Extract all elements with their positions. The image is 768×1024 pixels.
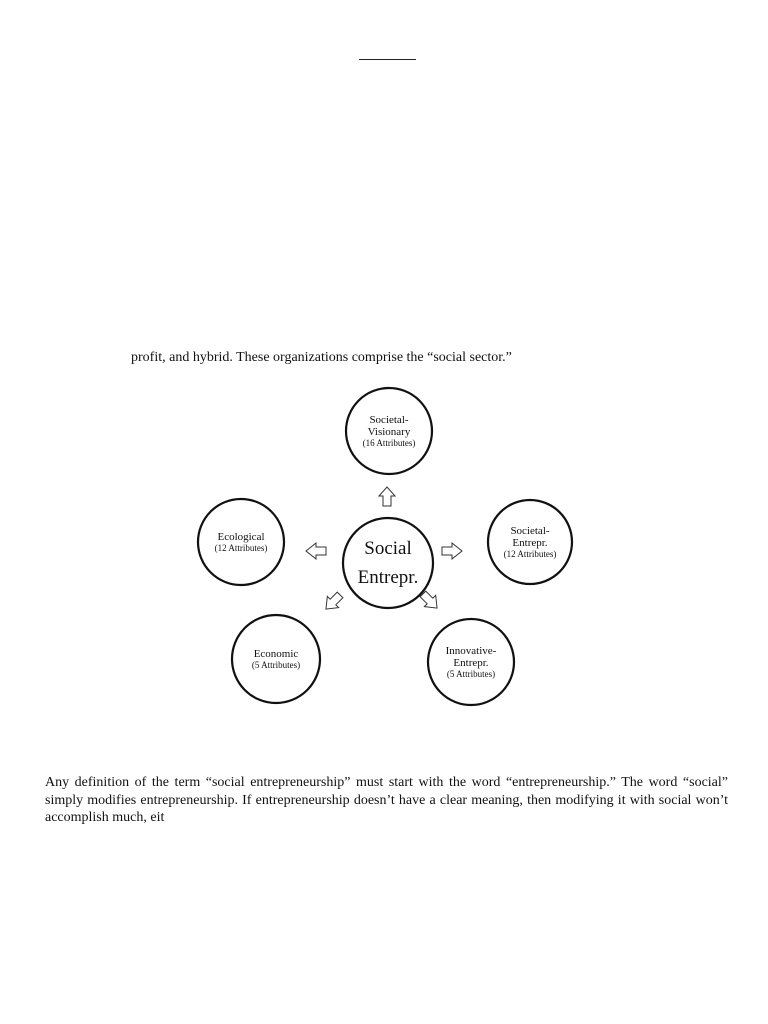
node-societal-entrepr xyxy=(488,500,572,584)
node-name-line: Visionary xyxy=(367,425,411,438)
node-attributes: (5 Attributes) xyxy=(446,668,496,679)
node-name-line: Societal- xyxy=(510,524,550,537)
arrow-up-icon xyxy=(379,487,395,506)
body-paragraph: Any definition of the term “social entrepreneurship” must start with the word “entrepreneurship.” The word “social” simply modifies entrepreneurship. If entrepreneurship doesn’t have a clear meaning, then modifying it with social won’t accomplish much, eit xyxy=(45,775,728,825)
node-name-line: Ecological xyxy=(217,530,265,543)
intro-text: profit, and hybrid. These organizations comprise the “social sector.” xyxy=(131,350,512,365)
social-entrepreneurship-diagram xyxy=(190,380,590,715)
node-name-line: Societal- xyxy=(369,413,409,426)
node-name-line: Economic xyxy=(253,647,299,660)
node-economic xyxy=(232,615,320,703)
node-attributes: (5 Attributes) xyxy=(251,659,301,670)
node-name-line: Entrepr. xyxy=(453,656,489,669)
node-name-line: Entrepr. xyxy=(512,536,548,549)
header-rule xyxy=(359,59,416,60)
node-societal-visionary xyxy=(346,388,432,474)
arrow-left-icon xyxy=(306,543,326,559)
arrow-down-left-icon xyxy=(320,589,345,614)
node-innovative-entrepr xyxy=(428,619,514,705)
node-attributes: (16 Attributes) xyxy=(362,437,416,448)
center-label-line1: Social xyxy=(364,538,412,559)
node-attributes: (12 Attributes) xyxy=(503,548,557,559)
center-label-line2: Entrepr. xyxy=(357,567,419,588)
node-ecological xyxy=(198,499,284,585)
arrow-right-icon xyxy=(442,543,462,559)
center-label xyxy=(343,518,433,608)
node-name-line: Innovative- xyxy=(445,644,497,657)
node-attributes: (12 Attributes) xyxy=(214,542,268,553)
